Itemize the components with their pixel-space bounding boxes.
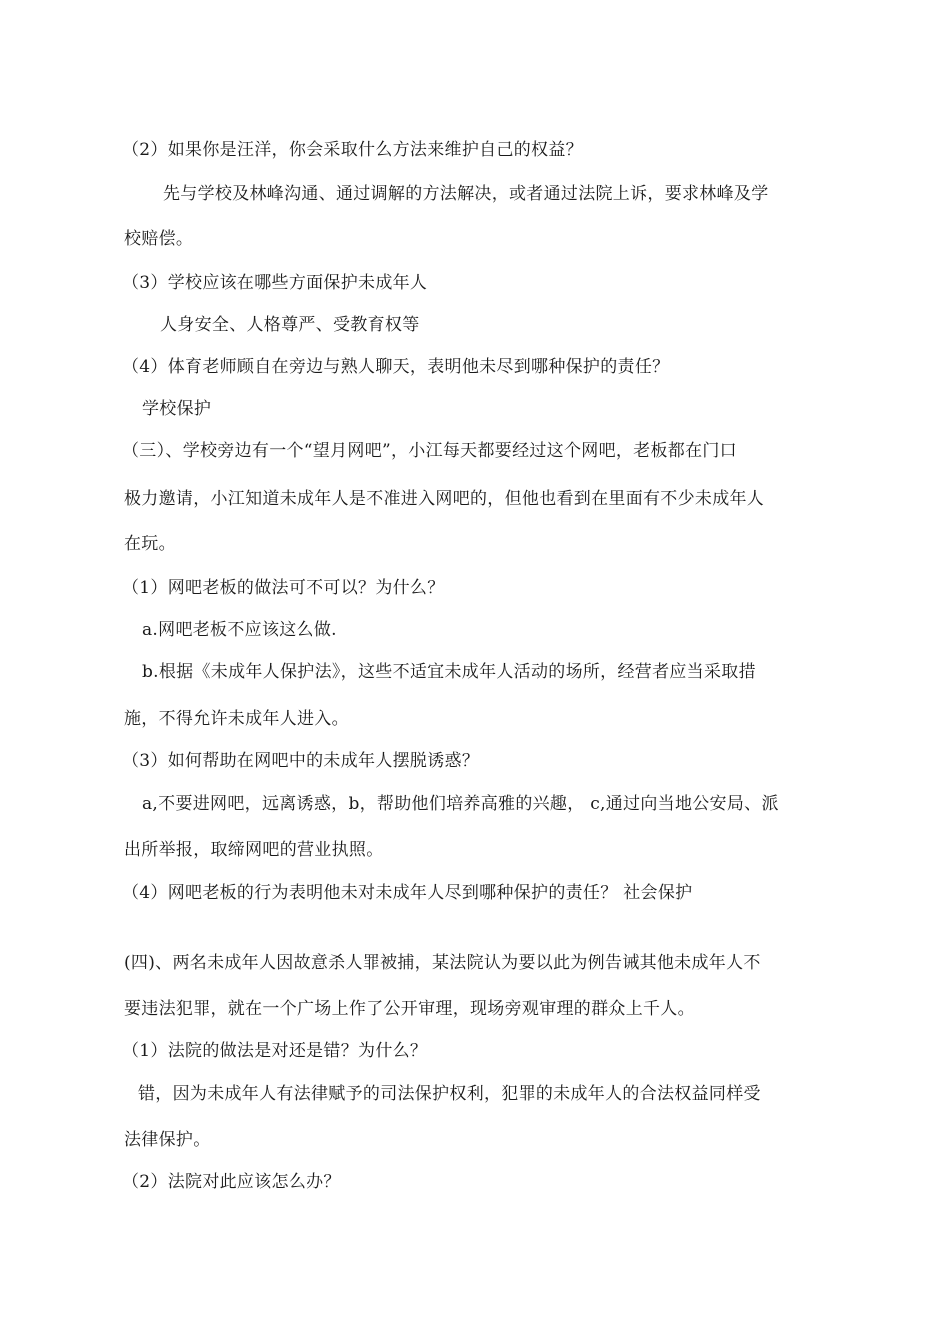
question-4-line: （4）体育老师顾自在旁边与熟人聊天，表明他未尽到哪种保护的责任？ — [122, 357, 670, 377]
case-3-question-4-line: （4）网吧老板的行为表明他未对未成年人尽到哪种保护的责任？ 社会保护 — [122, 883, 693, 903]
case-3-answer-3-line-2: 出所举报，取缔网吧的营业执照。 — [124, 840, 384, 860]
case-4-line-1: (四)、两名未成年人因故意杀人罪被捕，某法院认为要以此为例告诫其他未成年人不 — [124, 953, 761, 973]
case-3-answer-1b-line-2: 施，不得允许未成年人进入。 — [124, 709, 349, 729]
case-3-question-1-line: （1）网吧老板的做法可不可以？为什么？ — [122, 578, 445, 598]
question-2-line: （2）如果你是汪洋，你会采取什么方法来维护自己的权益？ — [122, 140, 583, 160]
case-4-answer-1-line-1: 错，因为未成年人有法律赋予的司法保护权利，犯罪的未成年人的合法权益同样受 — [138, 1084, 761, 1104]
answer-2-line-2: 校赔偿。 — [124, 229, 194, 249]
case-3-line-2: 极力邀请，小江知道未成年人是不准进入网吧的，但他也看到在里面有不少未成年人 — [124, 489, 765, 509]
case-4-line-2: 要违法犯罪，就在一个广场上作了公开审理，现场旁观审理的群众上千人。 — [124, 999, 695, 1019]
case-3-answer-1a-line: a.网吧老板不应该这么做. — [142, 620, 337, 640]
question-3-line: （3）学校应该在哪些方面保护未成年人 — [122, 273, 428, 293]
case-3-line-1: （三）、学校旁边有一个“望月网吧”，小江每天都要经过这个网吧，老板都在门口 — [122, 441, 737, 461]
case-3-answer-1b-line-1: b.根据《未成年人保护法》，这些不适宜未成年人活动的场所，经营者应当采取措 — [142, 662, 756, 682]
case-3-question-3-line: （3）如何帮助在网吧中的未成年人摆脱诱惑？ — [122, 751, 480, 771]
case-4-question-1-line: （1）法院的做法是对还是错？为什么？ — [122, 1041, 428, 1061]
answer-4-line: 学校保护 — [142, 399, 212, 419]
case-4-question-2-line: （2）法院对此应该怎么办？ — [122, 1172, 341, 1192]
answer-2-line-1: 先与学校及林峰沟通、通过调解的方法解决，或者通过法院上诉，要求林峰及学 — [163, 184, 769, 204]
case-3-answer-3-line-1: a,不要进网吧，远离诱惑，b，帮助他们培养高雅的兴趣， c,通过向当地公安局、派 — [142, 794, 779, 814]
case-3-line-3: 在玩。 — [124, 534, 176, 554]
case-4-answer-1-line-2: 法律保护。 — [124, 1130, 211, 1150]
answer-3-line: 人身安全、人格尊严、受教育权等 — [160, 315, 420, 335]
